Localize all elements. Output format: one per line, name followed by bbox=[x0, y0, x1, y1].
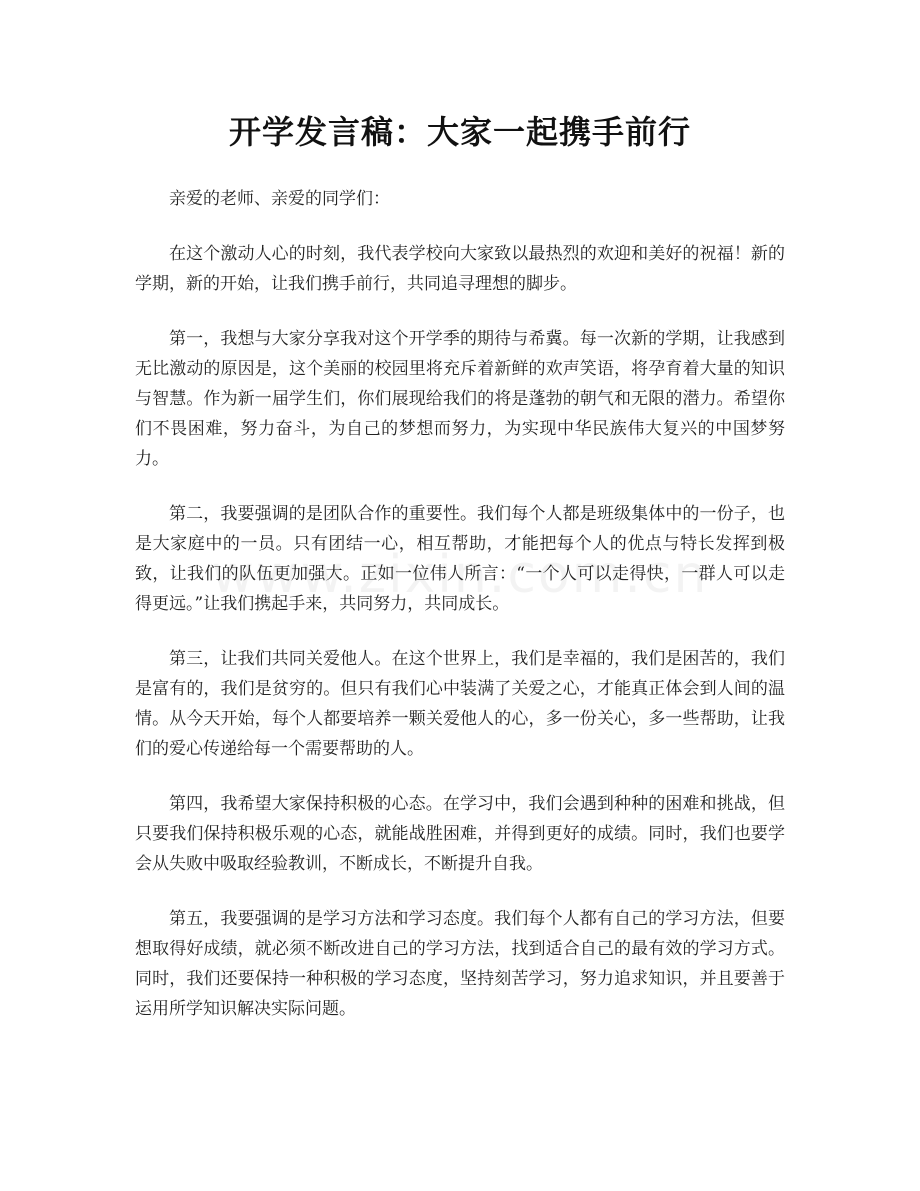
paragraph-intro: 在这个激动人心的时刻，我代表学校向大家致以最热烈的欢迎和美好的祝福！新的学期，新的开始，让我们携手前行，共同追寻理想的脚步。 bbox=[135, 244, 785, 294]
paragraph-second: 第二，我要强调的是团队合作的重要性。我们每个人都是班级集体中的一份子，也是大家庭中的一员。只有团结一心，相互帮助，才能把每个人的优点与特长发挥到极致，让我们的队伍更加强大。正如一位伟人所言：“一个人可以走得快，一群人可以走得更远。”让我们携起手来，共同努力，共同成长。 bbox=[135, 504, 785, 614]
paragraph-first: 第一，我想与大家分享我对这个开学季的期待与希冀。每一次新的学期，让我感到无比激动的原因是，这个美丽的校园里将充斥着新鲜的欢声笑语，将孕育着大量的知识与智慧。作为新一届学生们，你们展现给我们的将是蓬勃的朝气和无限的潜力。希望你们不畏困难，努力奋斗，为自己的梦想而努力，为实现中华民族伟大复兴的中国梦努力。 bbox=[135, 329, 785, 469]
salutation: 亲爱的老师、亲爱的同学们： bbox=[169, 189, 390, 209]
paragraph-fifth: 第五，我要强调的是学习方法和学习态度。我们每个人都有自己的学习方法，但要想取得好成绩，就必须不断改进自己的学习方法，找到适合自己的最有效的学习方式。同时，我们还要保持一种积极的学习态度，坚持刻苦学习，努力追求知识，并且要善于运用所学知识解决实际问题。 bbox=[135, 909, 785, 1019]
document-body bbox=[135, 184, 785, 1049]
paragraph-third: 第三，让我们共同关爱他人。在这个世界上，我们是幸福的，我们是困苦的，我们是富有的，我们是贫穷的。但只有我们心中装满了关爱之心，才能真正体会到人间的温情。从今天开始，每个人都要培养一颗关爱他人的心，多一份关心，多一些帮助，让我们的爱心传递给每一个需要帮助的人。 bbox=[135, 649, 785, 759]
paragraph-fourth: 第四，我希望大家保持积极的心态。在学习中，我们会遇到种种的困难和挑战，但只要我们保持积极乐观的心态，就能战胜困难，并得到更好的成绩。同时，我们也要学会从失败中吸取经验教训，不断成长，不断提升自我。 bbox=[135, 794, 785, 874]
document-title: 开学发言稿：大家一起携手前行 bbox=[228, 113, 691, 151]
